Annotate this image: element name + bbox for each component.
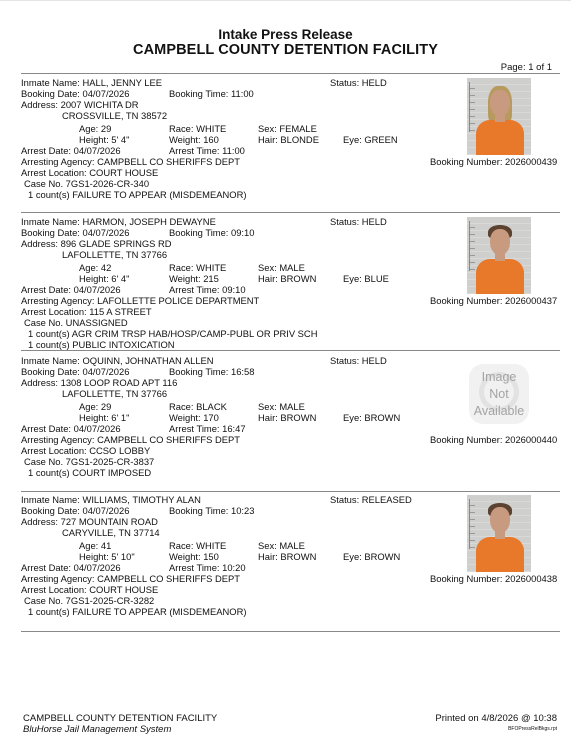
face	[490, 90, 510, 116]
arrest-time: Arrest Time: 09:10	[169, 284, 246, 295]
arresting-agency: Arresting Agency: CAMPBELL CO SHERIFFS DEPT	[21, 156, 240, 167]
arrest-location: Arrest Location: COURT HOUSE	[21, 584, 159, 595]
inmate-name: Inmate Name: HALL, JENNY LEE	[21, 77, 163, 88]
eye: Eye: GREEN	[343, 134, 398, 145]
booking-number: Booking Number: 2026000439	[430, 156, 558, 167]
weight: Weight: 160	[169, 134, 219, 145]
inmate-record	[21, 494, 561, 632]
report-title: Intake Press Release	[218, 27, 353, 42]
address: Address: 1308 LOOP ROAD APT 116	[21, 377, 178, 388]
top-border	[0, 0, 571, 1]
status: Status: HELD	[330, 355, 387, 366]
booking-date: Booking Date: 04/07/2026	[21, 366, 130, 377]
arrest-date: Arrest Date: 04/07/2026	[21, 423, 121, 434]
age: Age: 42	[79, 262, 112, 273]
weight: Weight: 170	[169, 412, 219, 423]
booking-time: Booking Time: 11:00	[169, 88, 254, 99]
sex: Sex: MALE	[258, 262, 305, 273]
mugshot-photo	[467, 217, 531, 294]
arrest-location: Arrest Location: CCSO LOBBY	[21, 445, 151, 456]
booking-time: Booking Time: 09:10	[169, 227, 255, 238]
age: Age: 41	[79, 540, 112, 551]
booking-date: Booking Date: 04/07/2026	[21, 227, 130, 238]
address: Address: 896 GLADE SPRINGS RD	[21, 238, 172, 249]
charge: 1 count(s) FAILURE TO APPEAR (MISDEMEANOR)	[28, 606, 247, 617]
sex: Sex: MALE	[258, 540, 305, 551]
hair: Hair: BROWN	[258, 551, 317, 562]
sex: Sex: MALE	[258, 401, 305, 412]
race: Race: WHITE	[169, 262, 227, 273]
arrest-time: Arrest Time: 10:20	[169, 562, 246, 573]
case-number: Case No. 7GS1-2025-CR-3837	[24, 456, 155, 467]
hair: Hair: BLONDE	[258, 134, 319, 145]
arrest-location: Arrest Location: COURT HOUSE	[21, 167, 159, 178]
charge: 1 count(s) AGR CRIM TRSP HAB/HOSP/CAMP-PUBL OR PRIV SCH	[28, 328, 318, 339]
booking-date: Booking Date: 04/07/2026	[21, 88, 130, 99]
address: Address: 2007 WICHITA DR	[21, 99, 139, 110]
face	[490, 229, 510, 255]
height: Height: 5' 10"	[79, 551, 135, 562]
arrest-date: Arrest Date: 04/07/2026	[21, 145, 121, 156]
charge: 1 count(s) COURT IMPOSED	[28, 467, 152, 478]
sex: Sex: FEMALE	[258, 123, 317, 134]
eye: Eye: BROWN	[343, 551, 401, 562]
booking-number: Booking Number: 2026000440	[430, 434, 558, 445]
no-image-placeholder	[467, 356, 531, 433]
divider	[21, 73, 560, 74]
footer-system: BluHorse Jail Management System	[23, 724, 172, 735]
arrest-time: Arrest Time: 16:47	[169, 423, 246, 434]
booking-number: Booking Number: 2026000437	[430, 295, 558, 306]
page-number: Page: 1 of 1	[500, 62, 552, 73]
city-state-zip: LAFOLLETTE, TN 37766	[62, 249, 168, 260]
age: Age: 29	[79, 123, 112, 134]
booking-date: Booking Date: 04/07/2026	[21, 505, 130, 516]
arrest-date: Arrest Date: 04/07/2026	[21, 562, 121, 573]
mugshot-photo	[467, 495, 531, 572]
arresting-agency: Arresting Agency: CAMPBELL CO SHERIFFS DEPT	[21, 434, 240, 445]
race: Race: BLACK	[169, 401, 227, 412]
no-image-text: Not	[489, 387, 509, 401]
footer-printed: Printed on 4/8/2026 @ 10:38	[435, 713, 557, 724]
inmate-name: Inmate Name: HARMON, JOSEPH DEWAYNE	[21, 216, 216, 227]
orange-jumpsuit	[476, 120, 524, 155]
hair: Hair: BROWN	[258, 412, 317, 423]
arresting-agency: Arresting Agency: CAMPBELL CO SHERIFFS DEPT	[21, 573, 240, 584]
footer-report: BFOPressRelBkgs.rpt	[508, 726, 557, 732]
orange-jumpsuit	[476, 259, 524, 294]
inmate-record	[21, 216, 561, 354]
case-number: Case No. 7GS1-2025-CR-3282	[24, 595, 155, 606]
facility-title: CAMPBELL COUNTY DETENTION FACILITY	[133, 42, 438, 58]
height: Height: 6' 4"	[79, 273, 130, 284]
status: Status: HELD	[330, 77, 387, 88]
charge: 1 count(s) FAILURE TO APPEAR (MISDEMEANOR)	[28, 189, 247, 200]
inmate-record	[21, 77, 561, 215]
booking-time: Booking Time: 16:58	[169, 366, 255, 377]
status: Status: HELD	[330, 216, 387, 227]
city-state-zip: CROSSVILLE, TN 38572	[62, 110, 168, 121]
race: Race: WHITE	[169, 540, 227, 551]
height: Height: 5' 4"	[79, 134, 130, 145]
arresting-agency: Arresting Agency: LAFOLLETTE POLICE DEPARTMENT	[21, 295, 260, 306]
booking-number: Booking Number: 2026000438	[430, 573, 558, 584]
weight: Weight: 215	[169, 273, 219, 284]
eye: Eye: BROWN	[343, 412, 401, 423]
address: Address: 727 MOUNTAIN ROAD	[21, 516, 158, 527]
inmate-name: Inmate Name: WILLIAMS, TIMOTHY ALAN	[21, 494, 201, 505]
height-chart	[469, 499, 476, 549]
booking-time: Booking Time: 10:23	[169, 505, 255, 516]
charge: 1 count(s) PUBLIC INTOXICATION	[28, 339, 175, 350]
arrest-date: Arrest Date: 04/07/2026	[21, 284, 121, 295]
case-number: Case No. 7GS1-2026-CR-340	[24, 178, 150, 189]
hair: Hair: BROWN	[258, 273, 317, 284]
status: Status: RELEASED	[330, 494, 412, 505]
height-chart	[469, 221, 476, 271]
no-image-text: Image	[481, 370, 517, 384]
age: Age: 29	[79, 401, 112, 412]
arrest-time: Arrest Time: 11:00	[169, 145, 245, 156]
footer-facility: CAMPBELL COUNTY DETENTION FACILITY	[23, 713, 218, 724]
city-state-zip: CARYVILLE, TN 37714	[62, 527, 160, 538]
inmate-name: Inmate Name: OQUINN, JOHNATHAN ALLEN	[21, 355, 214, 366]
case-number: Case No. UNASSIGNED	[24, 317, 128, 328]
no-image-text: Available	[473, 404, 525, 418]
face	[490, 507, 510, 533]
eye: Eye: BLUE	[343, 273, 389, 284]
race: Race: WHITE	[169, 123, 227, 134]
city-state-zip: LAFOLLETTE, TN 37766	[62, 388, 168, 399]
arrest-location: Arrest Location: 115 A STREET	[21, 306, 152, 317]
inmate-record	[21, 355, 561, 493]
weight: Weight: 150	[169, 551, 219, 562]
height: Height: 6' 1"	[79, 412, 130, 423]
orange-jumpsuit	[476, 537, 524, 572]
height-chart	[469, 82, 476, 132]
mugshot-photo	[467, 78, 531, 155]
